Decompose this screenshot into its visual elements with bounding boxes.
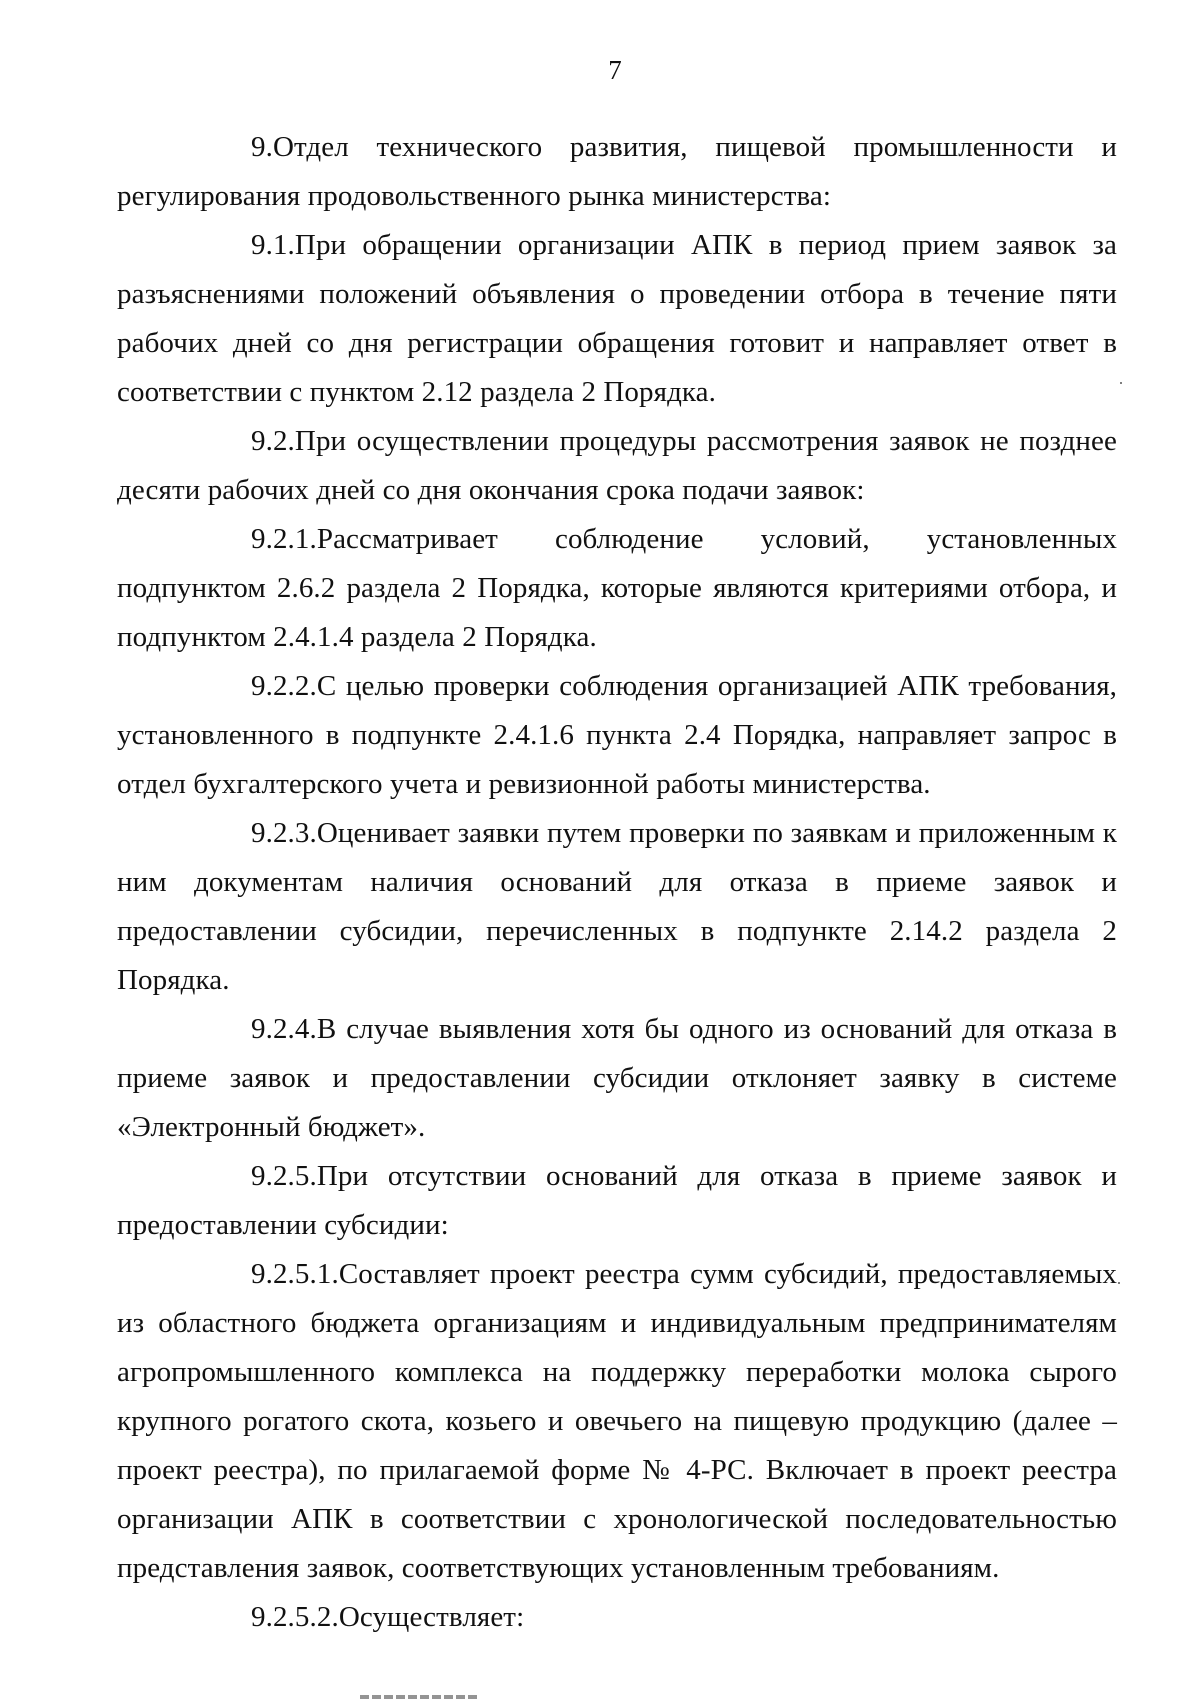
- paragraph-number: 9.: [251, 131, 273, 163]
- paragraph-9-2-2: [117, 662, 1117, 809]
- paragraph-9-2-3: [117, 809, 1117, 1005]
- paragraph-number: 9.2.: [251, 425, 295, 457]
- paragraph-9-2-5-1: [117, 1250, 1117, 1593]
- paragraph-text: При отсутствии оснований для отказа в приеме заявок и предоставлении субсидии:: [117, 1160, 1117, 1241]
- paragraph-text: При осуществлении процедуры рассмотрения заявок не позднее десяти рабочих дней со дня окончания срока подачи заявок:: [117, 425, 1117, 506]
- paragraph-9: [117, 123, 1117, 221]
- paragraph-9-2-1: [117, 515, 1117, 662]
- paragraph-number: 9.2.2.: [251, 670, 317, 702]
- paragraph-text: Рассматривает соблюдение условий, установленных подпунктом 2.6.2 раздела 2 Порядка, которые являются критериями отбора, и подпунктом 2.4.1.4 раздела 2 Порядка.: [117, 523, 1117, 653]
- paragraph-9-1: [117, 221, 1117, 417]
- paragraph-text: С целью проверки соблюдения организацией АПК требования, установленного в подпункте 2.4.1.6 пункта 2.4 Порядка, направляет запрос в отдел бухгалтерского учета и ревизионной работы министерства.: [117, 670, 1117, 800]
- paragraph-number: 9.2.5.1.: [251, 1258, 339, 1290]
- paragraph-text: Осуществляет:: [338, 1601, 525, 1633]
- paragraph-number: 9.1.: [251, 229, 295, 261]
- document-body: [117, 123, 1117, 1642]
- paragraph-number: 9.2.1.: [251, 523, 317, 555]
- paragraph-text: Составляет проект реестра сумм субсидий, предоставляемых из областного бюджета организациям и индивидуальным предпринимателям агропромышленного комплекса на поддержку переработки молока сырого крупного рогатого скота, козьего и овечьего на пищевую продукцию (далее – проект реестра), по прилагаемой форме № 4-РС. Включает в проект реестра организации АПК в соответствии с хронологической последовательностью представления заявок, соответствующих установленным требованиям.: [117, 1258, 1117, 1584]
- paragraph-text: Оценивает заявки путем проверки по заявкам и приложенным к ним документам наличия оснований для отказа в приеме заявок и предоставлении субсидии, перечисленных в подпункте 2.14.2 раздела 2 Порядка.: [117, 817, 1117, 996]
- paragraph-9-2-5: [117, 1152, 1117, 1250]
- paragraph-number: 9.2.5.: [251, 1160, 317, 1192]
- paragraph-number: 9.2.4.: [251, 1013, 317, 1045]
- paragraph-text: В случае выявления хотя бы одного из оснований для отказа в приеме заявок и предоставлении субсидии отклоняет заявку в системе «Электронный бюджет».: [117, 1013, 1117, 1143]
- paragraph-9-2-4: [117, 1005, 1117, 1152]
- paragraph-number: 9.2.3.: [251, 817, 317, 849]
- scan-speck: [1118, 1282, 1120, 1284]
- scan-speck: [1120, 382, 1122, 384]
- paragraph-text: При обращении организации АПК в период прием заявок за разъяснениями положений объявления о проведении отбора в течение пяти рабочих дней со дня регистрации обращения готовит и направляет ответ в соответствии с пунктом 2.12 раздела 2 Порядка.: [117, 229, 1117, 408]
- paragraph-number: 9.2.5.2.: [251, 1601, 339, 1633]
- paragraph-9-2: [117, 417, 1117, 515]
- page-number: 7: [608, 55, 622, 85]
- paragraph-text: Отдел технического развития, пищевой промышленности и регулирования продовольственного рынка министерства:: [117, 131, 1117, 212]
- cut-off-line-fragment: [360, 1689, 510, 1700]
- paragraph-9-2-5-2: [117, 1593, 1117, 1642]
